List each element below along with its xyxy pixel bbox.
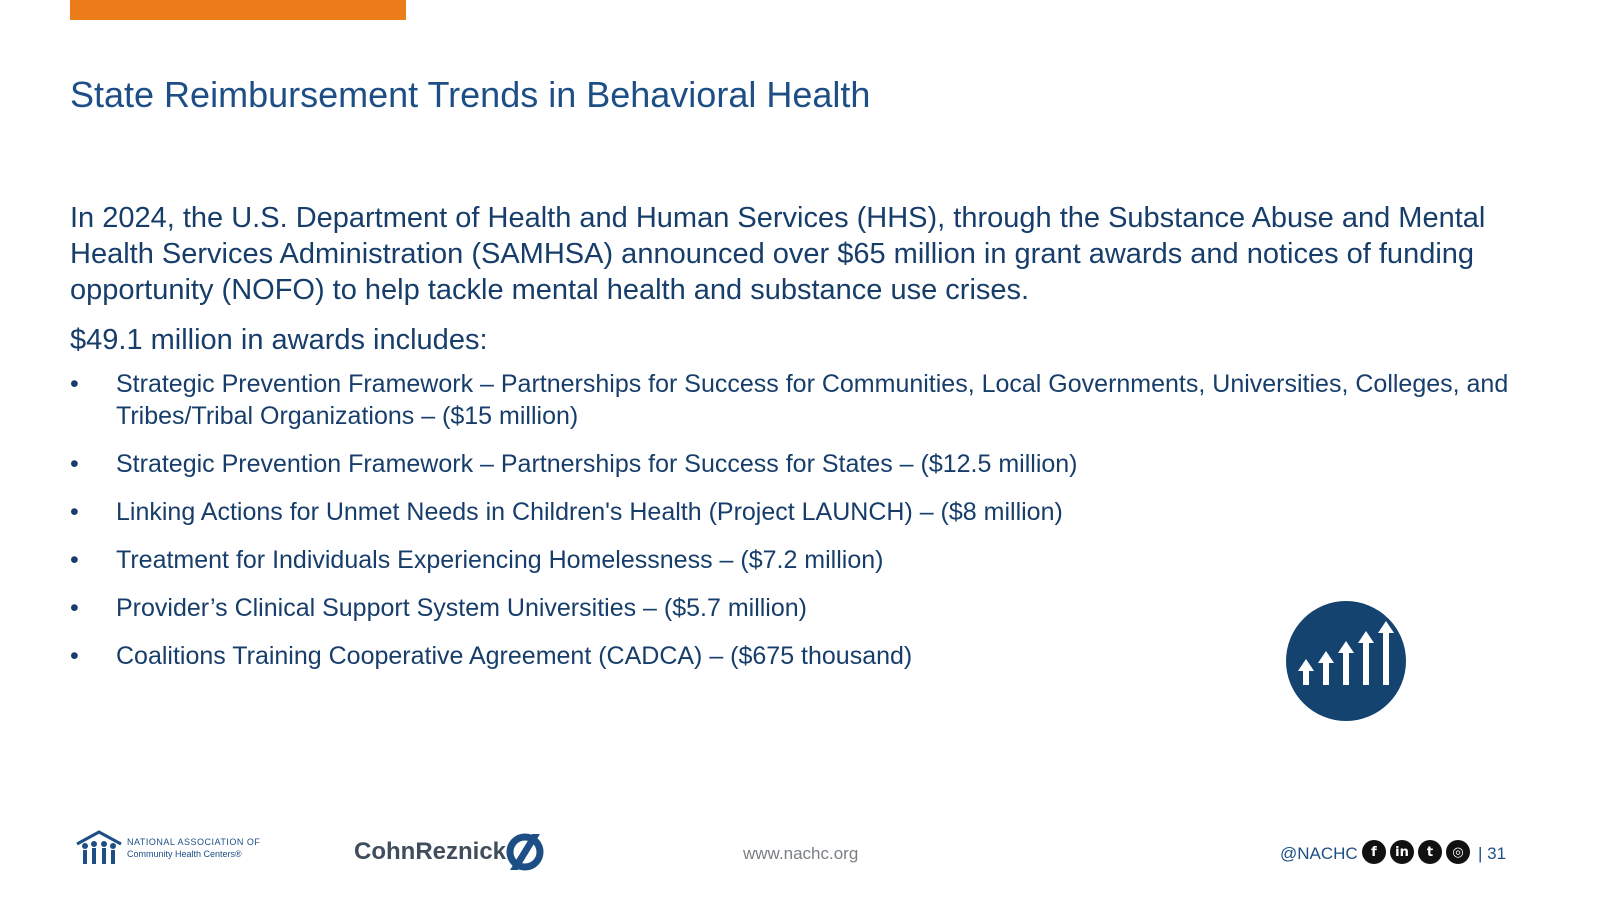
bullet-icon: • xyxy=(70,642,79,670)
social-handle: @NACHC xyxy=(1280,844,1358,863)
website-link[interactable]: www.nachc.org xyxy=(743,844,859,863)
social-icons xyxy=(1362,840,1470,864)
orange-accent-bar xyxy=(70,0,406,20)
awards-heading: $49.1 million in awards includes: xyxy=(70,324,488,356)
bullet-icon: • xyxy=(70,594,79,622)
list-item-text: Strategic Prevention Framework – Partnerships for Success for Communities, Local Governments, Universities, Colleges, and Tribes/Tribal Organizations – ($15 million) xyxy=(116,370,1509,430)
twitter-icon[interactable]: t xyxy=(1418,840,1442,864)
list-item-text: Provider’s Clinical Support System Universities – ($5.7 million) xyxy=(116,594,807,622)
intro-paragraph: In 2024, the U.S. Department of Health and Human Services (HHS), through the Substance Abuse and Mental Health Services Administration (SAMHSA) announced over $65 million in grant awards and notices of funding opportunity (NOFO) to help tackle mental health and substance use crises. xyxy=(70,202,1486,306)
facebook-icon[interactable]: f xyxy=(1362,840,1386,864)
list-item-text: Coalitions Training Cooperative Agreement (CADCA) – ($675 thousand) xyxy=(116,642,913,670)
registered-mark: ® xyxy=(235,849,242,859)
bullet-icon: • xyxy=(70,498,79,526)
linkedin-icon[interactable]: in xyxy=(1390,840,1414,864)
list-item xyxy=(70,496,1530,528)
nachc-logo xyxy=(75,830,260,866)
list-item xyxy=(70,448,1530,480)
growth-badge xyxy=(1286,601,1406,721)
bullet-icon: • xyxy=(70,370,79,398)
instagram-icon[interactable]: ◎ xyxy=(1446,840,1470,864)
list-item xyxy=(70,544,1530,576)
list-item-text: Treatment for Individuals Experiencing Homelessness – ($7.2 million) xyxy=(116,546,884,574)
nachc-logo-line2: Community Health Centers xyxy=(127,849,236,859)
house-people-icon xyxy=(75,830,123,866)
list-item-text: Linking Actions for Unmet Needs in Children's Health (Project LAUNCH) – ($8 million) xyxy=(116,498,1063,526)
page-number: | 31 xyxy=(1478,844,1507,863)
list-item xyxy=(70,368,1530,432)
cohnreznick-mark-icon xyxy=(506,832,544,872)
bullet-icon: • xyxy=(70,450,79,478)
rising-arrows-icon xyxy=(1286,601,1406,721)
list-item-text: Strategic Prevention Framework – Partnerships for Success for States – ($12.5 million) xyxy=(116,450,1078,478)
bullet-icon: • xyxy=(70,546,79,574)
cohnreznick-logo-text: CohnReznick xyxy=(354,838,507,865)
nachc-logo-line1: NATIONAL ASSOCIATION OF xyxy=(127,837,261,847)
slide-title: State Reimbursement Trends in Behavioral Health xyxy=(70,74,871,115)
